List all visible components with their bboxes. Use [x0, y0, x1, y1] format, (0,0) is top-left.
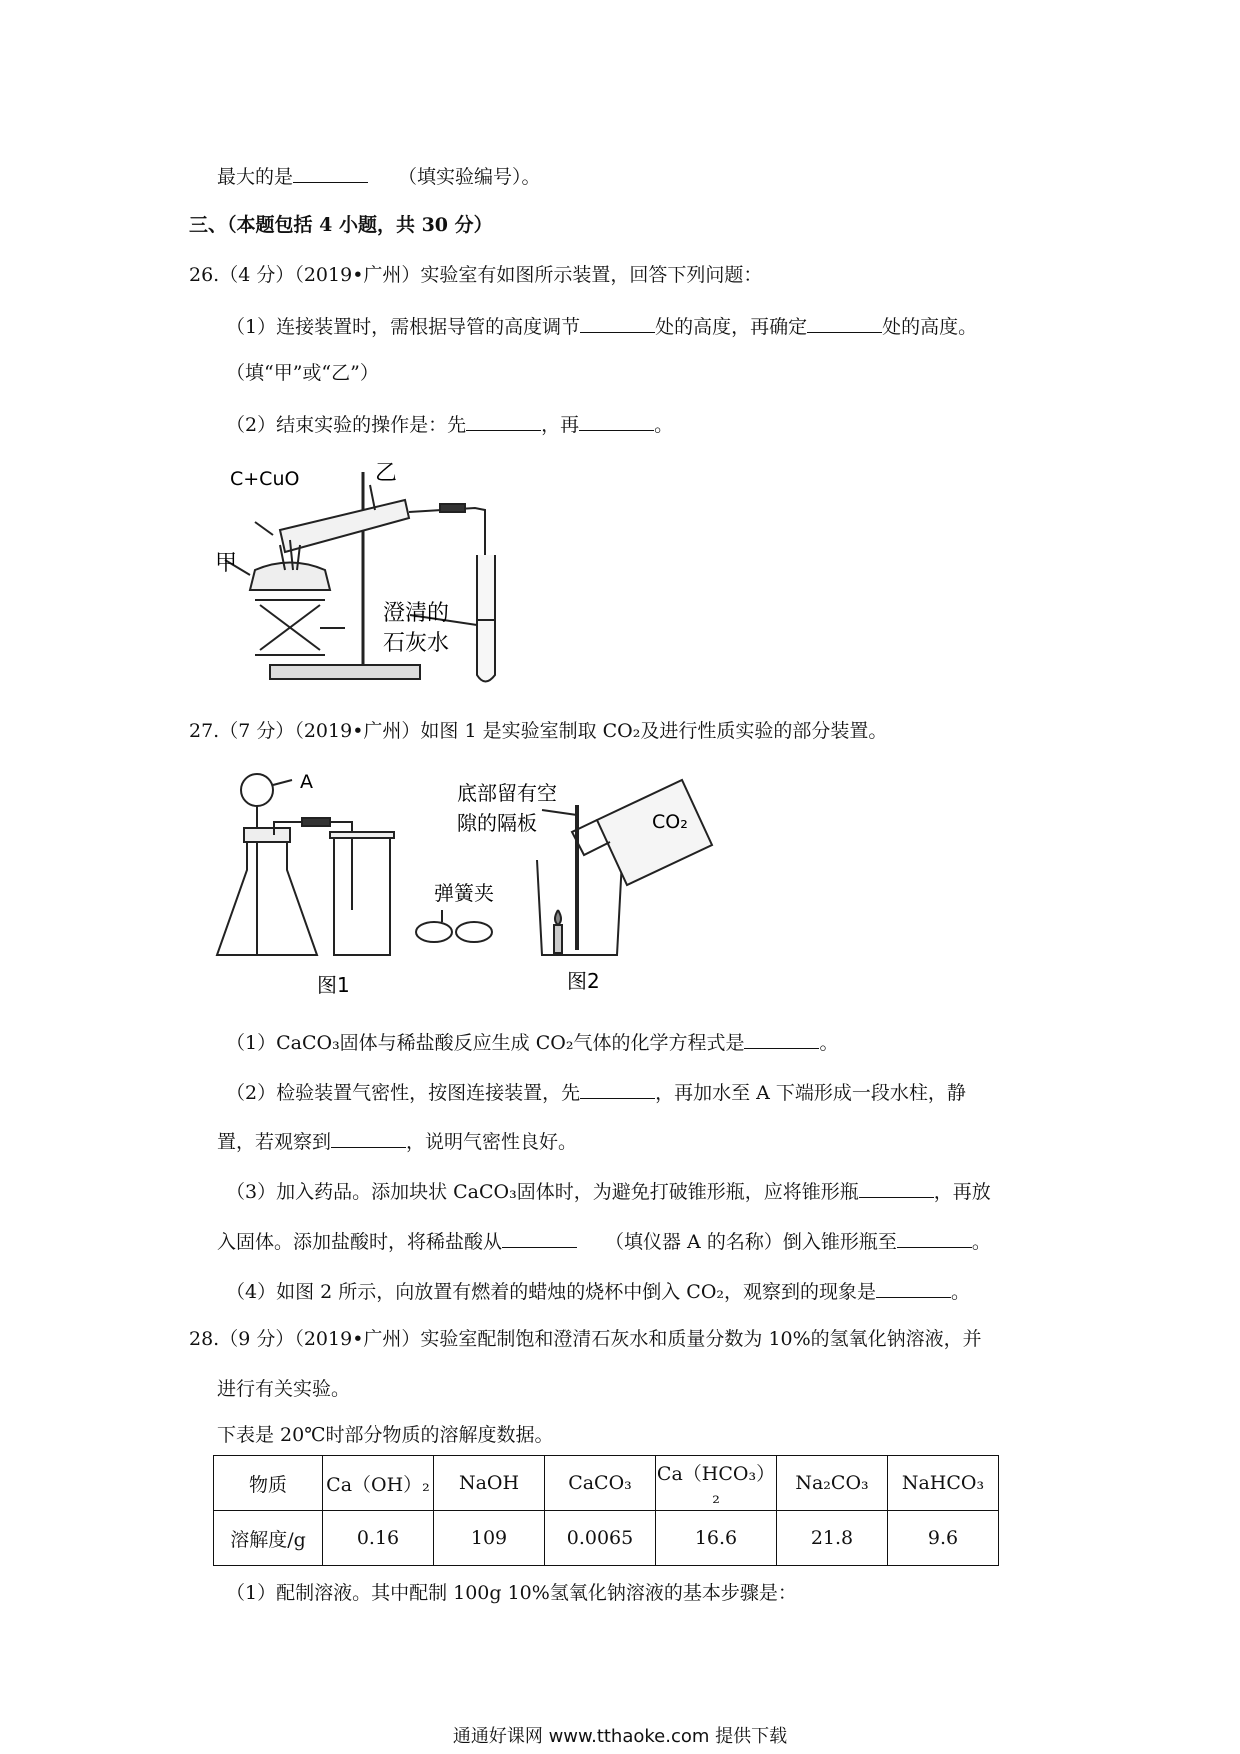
answer-blank[interactable] — [502, 1227, 577, 1248]
answer-blank[interactable] — [331, 1127, 406, 1148]
page-footer: 通通好课网 www.tthaoke.com 提供下载 — [452, 1726, 788, 1747]
table-cell: NaHCO₃ — [888, 1456, 999, 1511]
text-line — [226, 1177, 991, 1205]
text-segment: （填实验编号）。 — [398, 166, 541, 188]
label-partition-2: 隙的隔板 — [457, 811, 537, 835]
section-heading: 三、（本题包括 4 小题，共 30 分） — [189, 214, 493, 236]
answer-blank[interactable] — [876, 1277, 951, 1298]
answer-blank[interactable] — [293, 162, 368, 183]
label-funnel-a: A — [300, 771, 313, 793]
text-segment: （4）如图 2 所示，向放置有燃着的蜡烛的烧杯中倒入 CO₂，观察到的现象是 — [226, 1281, 877, 1303]
text-segment: 。 — [951, 1281, 971, 1303]
answer-blank[interactable] — [897, 1227, 972, 1248]
table-header-row — [214, 1456, 999, 1511]
table-cell: 21.8 — [777, 1511, 888, 1566]
text-line — [217, 1127, 577, 1155]
solubility-table — [213, 1455, 999, 1566]
label-co2: CO₂ — [652, 811, 688, 833]
answer-blank[interactable] — [807, 312, 882, 333]
answer-blank[interactable] — [859, 1177, 934, 1198]
table-cell: 16.6 — [656, 1511, 777, 1566]
table-cell: 溶解度/g — [214, 1511, 323, 1566]
label-reagent: C+CuO — [230, 468, 300, 490]
question-26: 26.（4 分）（2019•广州）实验室有如图所示装置，回答下列问题： — [189, 264, 763, 286]
text-segment: （2）检验装置气密性，按图连接装置，先 — [226, 1082, 581, 1104]
answer-blank[interactable] — [580, 312, 655, 333]
table-cell: Na₂CO₃ — [777, 1456, 888, 1511]
text-segment: 处的高度。 — [882, 316, 978, 338]
question-27: 27.（7 分）（2019•广州）如图 1 是实验室制取 CO₂及进行性质实验的部分装置。 — [189, 720, 888, 742]
figure-carbon-reduction-apparatus — [215, 460, 515, 690]
text-line — [226, 1078, 966, 1106]
text-segment: 。 — [819, 1032, 839, 1054]
text-line — [226, 312, 977, 340]
table-row — [214, 1511, 999, 1566]
label-limewater-2: 石灰水 — [383, 631, 450, 656]
text-segment: ，再 — [541, 414, 580, 436]
text-line: （填“甲”或“乙”） — [226, 362, 379, 384]
table-cell: NaOH — [434, 1456, 545, 1511]
caption-figure-2: 图2 — [567, 969, 600, 993]
table-cell: 0.16 — [323, 1511, 434, 1566]
table-cell: 109 — [434, 1511, 545, 1566]
text-segment: （2）结束实验的操作是：先 — [226, 414, 467, 436]
text-line — [217, 162, 541, 190]
label-limewater-1: 澄清的 — [383, 601, 450, 626]
label-spring-clip: 弹簧夹 — [434, 881, 494, 905]
text-line: 下表是 20℃时部分物质的溶解度数据。 — [217, 1424, 554, 1446]
figure-co2-apparatus — [212, 760, 772, 1000]
text-segment: ，再放 — [933, 1181, 991, 1203]
text-segment: 。 — [654, 414, 674, 436]
text-segment: 最大的是 — [217, 166, 294, 188]
text-segment: 置，若观察到 — [217, 1131, 332, 1153]
text-segment: 入固体。添加盐酸时，将稀盐酸从 — [217, 1231, 503, 1253]
text-line — [226, 1277, 970, 1305]
caption-figure-1: 图1 — [317, 973, 350, 997]
text-line — [226, 410, 673, 438]
text-segment: ，再加水至 A 下端形成一段水柱，静 — [655, 1082, 966, 1104]
table-cell: 9.6 — [888, 1511, 999, 1566]
text-segment: 。 — [971, 1231, 991, 1253]
table-cell: 0.0065 — [545, 1511, 656, 1566]
text-segment: （3）加入药品。添加块状 CaCO₃固体时，为避免打破锥形瓶，应将锥形瓶 — [226, 1181, 859, 1203]
text-line: 进行有关实验。 — [217, 1378, 351, 1400]
text-segment: （1）连接装置时，需根据导管的高度调节 — [226, 316, 581, 338]
text-segment: 处的高度，再确定 — [655, 316, 808, 338]
label-yi: 乙 — [375, 461, 398, 486]
answer-blank[interactable] — [580, 1078, 655, 1099]
label-partition-1: 底部留有空 — [457, 781, 557, 805]
table-cell: Ca（HCO₃）₂ — [656, 1456, 777, 1511]
text-segment: （1）CaCO₃固体与稀盐酸反应生成 CO₂气体的化学方程式是 — [226, 1032, 745, 1054]
table-cell: 物质 — [214, 1456, 323, 1511]
answer-blank[interactable] — [579, 410, 654, 431]
text-segment: ，说明气密性良好。 — [406, 1131, 578, 1153]
label-jia: 甲 — [215, 551, 238, 576]
text-segment: （填仪器 A 的名称）倒入锥形瓶至 — [605, 1231, 897, 1253]
question-28: 28.（9 分）（2019•广州）实验室配制饱和澄清石灰水和质量分数为 10%的氢氧化钠溶液，并 — [189, 1328, 982, 1350]
text-line: （1）配制溶液。其中配制 100g 10%氢氧化钠溶液的基本步骤是： — [226, 1582, 797, 1604]
text-line — [217, 1227, 991, 1255]
answer-blank[interactable] — [744, 1028, 819, 1049]
table-cell: Ca（OH）₂ — [323, 1456, 434, 1511]
text-line — [226, 1028, 838, 1056]
table-cell: CaCO₃ — [545, 1456, 656, 1511]
answer-blank[interactable] — [466, 410, 541, 431]
